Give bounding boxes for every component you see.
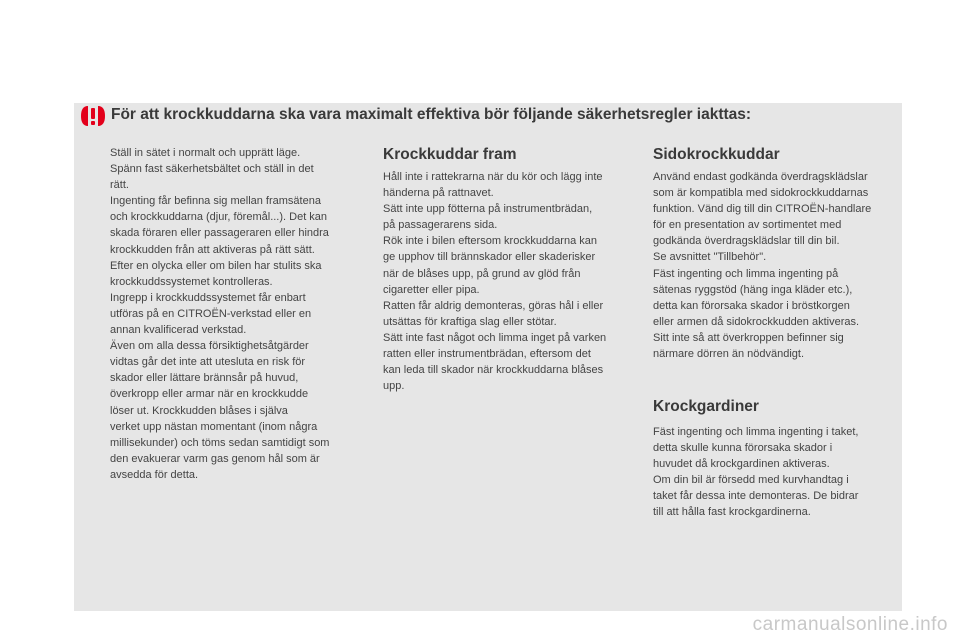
warning-exclamation-icon [81,105,105,127]
text-line: Sätt inte upp fötterna på instrumentbrädan, [383,203,593,216]
text-line: detta skulle kunna förorsaka skador i [653,442,833,455]
text-line: cigaretter eller pipa. [383,283,480,296]
text-line: godkända överdragsklädslar till din bil. [653,235,840,248]
text-line: för en presentation av sortimentet med [653,219,842,232]
text-line: Ratten får aldrig demonteras, göras hål i eller [383,299,604,312]
text-line: Efter en olycka eller om bilen har stulits ska [110,259,322,272]
text-line: rätt. [110,179,129,192]
text-line: eller armen då sidokrockkudden aktiveras. [653,315,860,328]
text-line: utföras på en CITROËN-verkstad eller en [110,307,312,320]
text-line: på passagerarens sida. [383,219,498,232]
text-line: kan leda till skador när krockkuddarna blåses [383,364,604,377]
text-line: Ingrepp i krockkuddssystemet får enbart [110,291,306,304]
curtain-airbags-text [653,424,905,521]
text-line: som är kompatibla med sidokrockkuddarnas [653,187,869,200]
text-line: till att hålla fast krockgardinerna. [653,506,811,519]
text-line: Håll inte i rattekrarna när du kör och lägg inte [383,171,603,183]
page-headline: För att krockkuddarna ska vara maximalt effektiva bör följande säkerhetsregler iakttas: [111,106,752,123]
text-line: Sitt inte så att överkroppen befinner sig [653,331,844,344]
intro-text [110,145,362,483]
text-line: taket får dessa inte demonteras. De bidrar [653,490,859,503]
text-line: den evakuerar varm gas genom hål som är [110,452,320,465]
watermark: carmanualsonline.info [752,614,948,635]
text-line: Rök inte i bilen eftersom krockkuddarna kan [383,235,597,248]
text-line: Se avsnittet "Tillbehör". [653,251,767,264]
text-line: ratten eller instrumentbrädan, eftersom det [383,348,591,361]
side-airbags-text [653,169,905,362]
text-line: Ställ in sätet i normalt och upprätt läge. [110,147,301,159]
text-line: och krockkuddarna (djur, föremål...). Det kan [110,211,328,224]
text-line: upp. [383,380,405,393]
text-line: Om din bil är försedd med kurvhandtag i [653,474,849,487]
text-line: vidtas går det inte att utesluta en risk för [110,356,306,369]
text-line: Även om alla dessa försiktighetsåtgärder [110,340,309,353]
text-line: krockkuddssystemet kontrolleras. [110,275,273,288]
text-line: skador eller lättare brännsår på huvud, [110,372,299,385]
front-airbags-heading: Krockkuddar fram [383,146,517,163]
text-line: Fäst ingenting och limma ingenting i taket, [653,426,859,438]
side-airbags-heading: Sidokrockkuddar [653,146,780,163]
text-line: händerna på rattnavet. [383,187,494,200]
text-line: krockkudden från att aktiveras på rätt sätt. [110,243,315,256]
text-line: Spänn fast säkerhetsbältet och ställ in det [110,163,314,176]
text-line: skada föraren eller passageraren eller hindra [110,227,329,240]
front-airbags-text [383,169,635,394]
text-line: huvudet då krockgardinen aktiveras. [653,458,830,471]
text-line: annan kvalificerad verkstad. [110,324,247,337]
curtain-airbags-heading: Krockgardiner [653,398,759,415]
text-line: löser ut. Krockkudden blåses i själva [110,404,288,417]
text-line: detta kan förorsaka skador i bröstkorgen [653,299,850,312]
text-line: överkropp eller armar när en krockkudde [110,388,309,401]
text-line: ge upphov till brännskador eller skaderisker [383,251,596,264]
text-line: Använd endast godkända överdragsklädslar [653,171,868,183]
text-line: verket upp nästan momentant (inom några [110,420,318,433]
text-line: Ingenting får befinna sig mellan framsätena [110,195,321,208]
text-line: när de blåses upp, på grund av glöd från [383,267,581,280]
text-line: millisekunder) och töms sedan samtidigt som [110,436,330,449]
text-line: sätenas ryggstöd (häng inga kläder etc.), [653,283,853,296]
text-line: Fäst ingenting och limma ingenting på [653,267,839,280]
text-line: funktion. Vänd dig till din CITROËN-handlare [653,203,872,216]
text-line: närmare dörren än nödvändigt. [653,348,805,361]
text-line: utsättas för kraftiga slag eller stötar. [383,315,557,328]
text-line: Sätt inte fast något och limma inget på varken [383,331,607,344]
text-line: avsedda för detta. [110,468,199,481]
